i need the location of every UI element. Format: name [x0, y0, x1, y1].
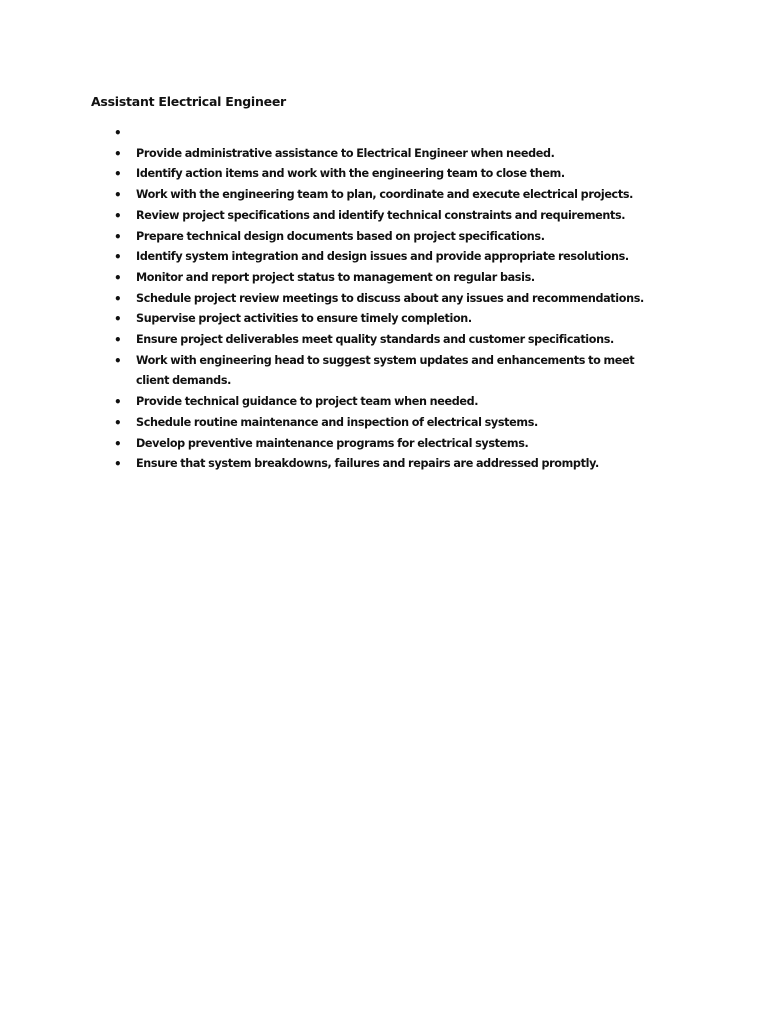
bullet-icon: • [114, 126, 122, 140]
bullet-icon: • [114, 333, 122, 348]
bullet-icon: • [114, 415, 122, 430]
list-item [91, 123, 646, 144]
list-item [91, 144, 646, 165]
list-item-text: Review project specifications and identify technical constraints and requirements. [136, 208, 626, 222]
list-item [91, 330, 646, 351]
list-item [91, 309, 646, 330]
bullet-icon: • [114, 270, 122, 285]
responsibilities-list [91, 123, 658, 475]
list-item [91, 454, 646, 475]
list-item-text: Identify action items and work with the engineering team to close them. [136, 167, 565, 181]
bullet-icon: • [114, 457, 122, 472]
bullet-icon: • [114, 146, 122, 161]
list-item-text: Identify system integration and design issues and provide appropriate resolutions. [136, 250, 629, 264]
list-item [91, 289, 646, 310]
bullet-icon: • [114, 250, 122, 265]
list-item-text: Ensure project deliverables meet quality standards and customer specifications. [136, 333, 614, 347]
list-item [91, 434, 646, 455]
bullet-icon: • [114, 229, 122, 244]
bullet-icon: • [114, 353, 122, 368]
list-item-text: Prepare technical design documents based on project specifications. [136, 229, 545, 243]
list-item-text: Develop preventive maintenance programs for electrical systems. [136, 436, 529, 450]
list-item [91, 392, 646, 413]
bullet-icon: • [114, 312, 122, 327]
bullet-icon: • [114, 436, 122, 451]
list-item-text: Schedule routine maintenance and inspection of electrical systems. [136, 415, 538, 429]
list-item-text: Ensure that system breakdowns, failures and repairs are addressed promptly. [136, 457, 599, 471]
list-item-text: Monitor and report project status to management on regular basis. [136, 270, 535, 284]
bullet-icon: • [114, 395, 122, 410]
list-item [91, 268, 646, 289]
list-item [91, 185, 646, 206]
list-item-text: Work with the engineering team to plan, coordinate and execute electrical projects. [136, 188, 634, 202]
list-item [91, 227, 646, 248]
list-item [91, 413, 646, 434]
list-item-text: Schedule project review meetings to discuss about any issues and recommendations. [136, 291, 644, 305]
list-item-text: Work with engineering head to suggest system updates and enhancements to meet client demands. [136, 353, 635, 388]
list-item [91, 351, 646, 392]
list-item [91, 247, 646, 268]
list-item [91, 206, 646, 227]
bullet-icon: • [114, 188, 122, 203]
list-item-text: Provide technical guidance to project team when needed. [136, 395, 479, 409]
list-item-text: Supervise project activities to ensure timely completion. [136, 312, 472, 326]
bullet-icon: • [114, 167, 122, 182]
list-item [91, 164, 646, 185]
list-item-text: Provide administrative assistance to Electrical Engineer when needed. [136, 146, 555, 160]
bullet-icon: • [114, 291, 122, 306]
document-title: Assistant Electrical Engineer [91, 94, 286, 109]
bullet-icon: • [114, 208, 122, 223]
